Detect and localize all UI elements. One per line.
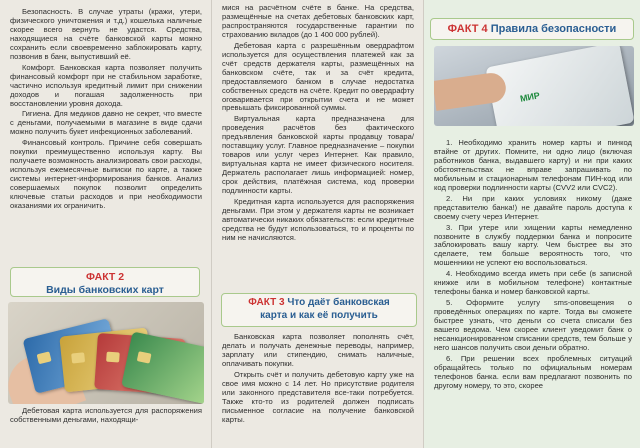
card-chip: [37, 351, 52, 364]
security-rule-3: 3. При утере или хищении карты немедленно позвоните в службу поддержки банка и попросите заблокировать вашу карту. Чем быстрее вы это сделаете, тем больше вероятность того, что мошенники не успеют ею воспользоваться.: [434, 222, 632, 268]
column-2: [212, 0, 424, 448]
bank-card-icon: [485, 46, 634, 126]
paragraph-debit-cont: мися на расчётном счёте в банке. На средства, размещённые на счетах дебетовых банковских карт, распространяются государственные гарантии по страхованию вкладов (до 1 400 000 рублей).: [222, 3, 414, 39]
paragraph-card-allows: Банковская карта позволяет пополнять счёт, делать и получать денежные переводы, например, зарплату или стипендию, снимать наличные, оплачивать покупки.: [222, 332, 414, 368]
card-chip: [106, 352, 120, 363]
paragraph-comfort: Комфорт. Банковская карта позволяет получить финансовый комфорт при не стабильном заработке, частично используя кредитный лимит при снижении доходов и погашая задолженность при восстановлении уровня дохода.: [10, 62, 202, 108]
fakt-3-number: ФАКТ 3: [248, 297, 285, 308]
paragraph-security: Безопасность. В случае утраты (кражи, утери, физического уничтожения и т.д.) кошелька наличные скорее всего вернуть не удастся. Средства, находящиеся на счёте банковской карты можно сохранить если своевременно заблокировать карту, позвонив в банк, выпустивший её.: [10, 7, 202, 61]
fakt-4-number: ФАКТ 4: [447, 23, 488, 35]
paragraph-credit-card: Кредитная карта используется для распоряжения деньгами. При этом у держателя карты не возникает автоматически никаких обязательств: если кредитные средства не будут использоваться, то и проценты по ним не начисляются.: [222, 197, 414, 242]
column-2-bottom: [212, 333, 424, 427]
mir-logo-text: МИР: [519, 90, 541, 104]
fakt-3-title-a: Что даёт банковская: [287, 297, 390, 308]
card-chip: [71, 352, 85, 363]
fakt-2-title: Виды банковских карт: [46, 283, 164, 296]
column-2-top: [212, 0, 424, 243]
fakt-4-header: [430, 18, 634, 40]
fakt-3-line-1: [222, 297, 416, 310]
security-rule-5: 5. Оформите услугу sms-оповещения о проведённых операциях по карте. Тогда вы сможете быстрее узнать, что деньги со счета списали без вашего ведома. Чем скорее клиент уведомит банк о несанкционированном списании средств, тем больше у него шансов получить свои деньги обратно.: [434, 298, 632, 352]
column-1: [0, 0, 212, 448]
mir-card-photo: [434, 46, 634, 126]
fakt-2-header: [10, 267, 200, 297]
paragraph-financial-control: Финансовый контроль. Причине себя совершать покупки преимущественно используя карту. Вы получаете возможность анализировать свои расходы, используя ежемесячные выписки по карте, а также системы интернет-информирования банков. Анализ совершаемых покупок позволит определить ключевые статьи расходов и при необходимости оказаниями их ограничить.: [10, 138, 202, 211]
security-rule-6: 6. При решении всех проблемных ситуаций обращайтесь только по официальным номерам телефонов банка. если вам предлагают позвонить по другому номеру, то это, скорее: [434, 353, 632, 390]
paragraph-debit-card: Дебетовая карта используется для распоряжения собственными деньгами, находящи-: [10, 406, 202, 424]
fakt-3-title-b: карта и как её получить: [260, 309, 378, 321]
paragraph-hygiene: Гигиена. Для медиков давно не секрет, что вместе с деньгами, получаемыми в магазине в виде сдачи можно получить букет инфекционных заболеваний.: [10, 109, 202, 137]
security-rule-2: 2. Ни при каких условиях никому (даже представителю банка!) не давайте пароль доступа к своему счету через Интернет.: [434, 193, 632, 221]
security-rules-list: [424, 139, 640, 393]
bank-cards-photo: [8, 302, 204, 404]
fakt-3-header: [221, 293, 417, 327]
column-1-bottom: [0, 407, 212, 427]
security-rule-1: 1. Необходимо хранить номер карты и пинкод втайне от других. Помните, ни одно лицо (включая работников банка, выдавшего карту) и ни при каких обстоятельствах не вправе запрашивать по мобильным и стационарным телефонам ПИН-код или код проверки подлинности карты (CVV2 или CVC2).: [434, 138, 632, 192]
security-rule-4: 4. Необходимо всегда иметь при себе (в записной книжке или в мобильном телефоне) контактные телефоны банка и номер банковской карты.: [434, 269, 632, 297]
paragraph-open-account: Открыть счёт и получить дебетовую карту уже на свое имя можно с 14 лет. Но присутствие родителя или законного представителя все-таки потребуется. Также кто-то из родителей должен подписать письменное согласие на получение банковской карты.: [222, 369, 414, 424]
paragraph-virtual-card: Виртуальная карта предназначена для проведения расчётов без фактического предъявления банковской карты продавцу товара/поставщику услуг. Главное предназначение – покупки товаров или услуг через Интернет. Как правило, виртуальная карта не имеет физического носителя. Держатель располагает лишь информацией: номер, срок действия, платёжная система, код проверки подлинности карты.: [222, 114, 414, 196]
column-3: [424, 0, 640, 448]
card-chip: [137, 351, 152, 363]
bank-card-icon: [121, 331, 204, 404]
fakt-4-title: Правила безопасности: [490, 23, 617, 35]
fakt-2-number: ФАКТ 2: [85, 271, 125, 283]
paragraph-overdraft: Дебетовая карта с разрешённым овердрафтом используется для осуществления платежей как за счёт средств держателя карты, размещённых на банковском счёте, так и за счёт кредита, предоставляемого банком в случае недостатка собственных средств на счёте. Кредит по овердрафту оговаривается при открытии счета и не может превышать фиксированной суммы.: [222, 40, 414, 113]
